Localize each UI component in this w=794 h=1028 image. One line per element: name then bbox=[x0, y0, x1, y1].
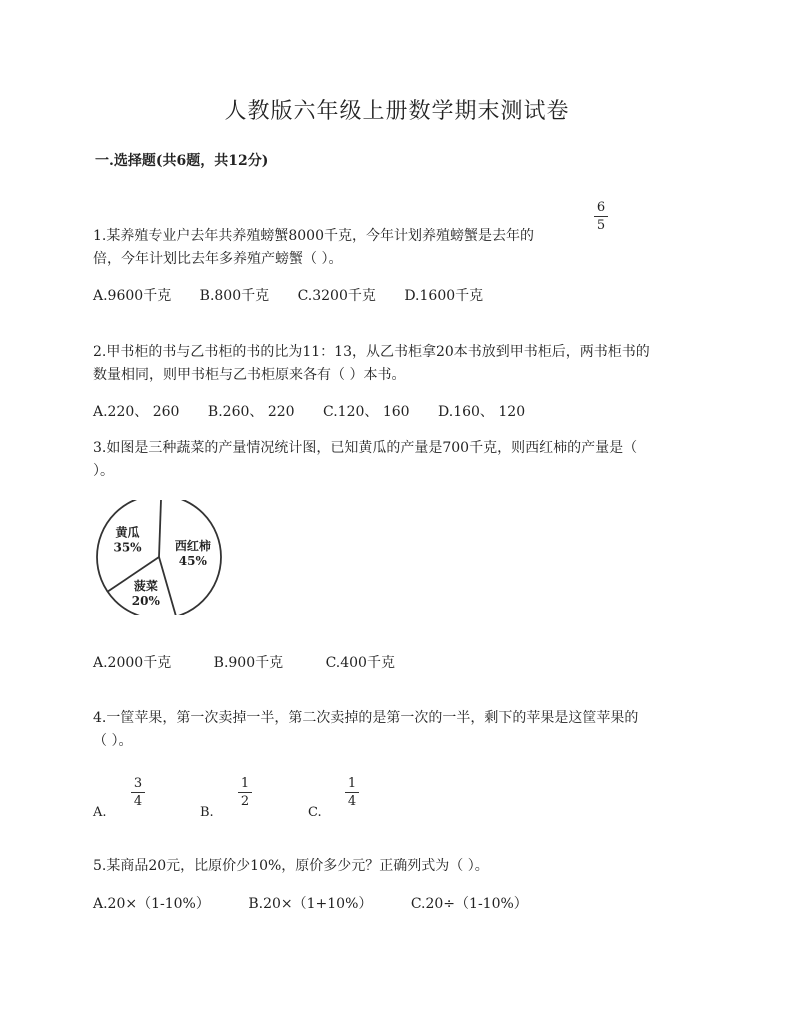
q1-option-c[interactable]: C.3200千克 bbox=[297, 288, 376, 304]
q1-text-line1: 1.某养殖专业户去年共养殖螃蟹8000千克，今年计划养殖螃蟹是去年的 bbox=[93, 228, 534, 244]
q1-option-d[interactable]: D.1600千克 bbox=[404, 288, 484, 304]
q4-option-a[interactable]: A. bbox=[93, 805, 107, 820]
q4-option-b-fraction bbox=[238, 776, 252, 809]
pie-value-2: 20% bbox=[131, 594, 160, 609]
q3-option-a[interactable]: A.2000千克 bbox=[93, 655, 172, 671]
q4-b-denominator: 2 bbox=[240, 794, 250, 809]
q3-options bbox=[93, 651, 419, 675]
vegetable-pie-chart bbox=[95, 500, 225, 615]
pie-value-1: 45% bbox=[178, 553, 207, 568]
q4-text-line1: 4.一筐苹果，第一次卖掉一半，第二次卖掉的是第一次的一半，剩下的苹果是这筐苹果的 bbox=[93, 710, 639, 726]
q4-option-c[interactable]: C. bbox=[308, 805, 322, 820]
q1-fraction bbox=[594, 200, 608, 233]
q2-option-a[interactable]: A.220、 260 bbox=[93, 404, 180, 420]
q3-option-b[interactable]: B.900千克 bbox=[213, 655, 284, 671]
q2-option-b[interactable]: B.260、 220 bbox=[207, 404, 295, 420]
page-title: 人教版六年级上册数学期末测试卷 bbox=[224, 99, 570, 124]
q4-b-numerator: 1 bbox=[240, 776, 250, 791]
pie-label-0: 黄瓜 bbox=[115, 525, 140, 540]
q1-text-line2: 倍，今年计划比去年多养殖产螃蟹（ ）。 bbox=[93, 251, 343, 267]
pie-value-0: 35% bbox=[113, 540, 142, 555]
pie-label-2: 菠菜 bbox=[133, 579, 158, 594]
q1-option-b[interactable]: B.800千克 bbox=[199, 288, 270, 304]
q5-option-a[interactable]: A.20×（1-10%） bbox=[93, 896, 210, 912]
q5-options bbox=[93, 892, 552, 916]
q4-a-numerator: 3 bbox=[133, 776, 143, 791]
q5-option-c[interactable]: C.20÷（1-10%） bbox=[410, 896, 528, 912]
q1-option-a[interactable]: A.9600千克 bbox=[93, 288, 172, 304]
q2-option-c[interactable]: C.120、 160 bbox=[323, 404, 410, 420]
q3-text-line2: ）。 bbox=[93, 463, 114, 479]
section-heading: 一.选择题(共6题，共12分) bbox=[95, 153, 269, 169]
q1-options bbox=[93, 284, 507, 308]
q2-text-line1: 2.甲书柜的书与乙书柜的书的比为11：13，从乙书柜拿20本书放到甲书柜后，两书柜书的 bbox=[93, 344, 650, 360]
q5-text-line1: 5.某商品20元，比原价少10%，原价多少元？正确列式为（ ）。 bbox=[93, 858, 489, 874]
pie-label-1: 西红柿 bbox=[174, 538, 211, 553]
q2-options bbox=[93, 400, 549, 424]
q1-fraction-numerator: 6 bbox=[596, 200, 606, 215]
q2-text-line2: 数量相同，则甲书柜与乙书柜原来各有（ ）本书。 bbox=[93, 367, 406, 383]
q4-option-a-fraction bbox=[131, 776, 145, 809]
q4-option-b[interactable]: B. bbox=[200, 805, 214, 820]
q5-option-b[interactable]: B.20×（1+10%） bbox=[248, 896, 373, 912]
q1-fraction-denominator: 5 bbox=[596, 218, 606, 233]
q4-text-line2: （ ）。 bbox=[93, 733, 133, 749]
q3-text-line1: 3.如图是三种蔬菜的产量情况统计图，已知黄瓜的产量是700千克，则西红柿的产量是（ bbox=[93, 440, 638, 456]
q4-a-denominator: 4 bbox=[133, 794, 143, 809]
q2-option-d[interactable]: D.160、 120 bbox=[438, 404, 526, 420]
q4-c-denominator: 4 bbox=[347, 794, 357, 809]
q4-c-numerator: 1 bbox=[347, 776, 357, 791]
q4-option-c-fraction bbox=[345, 776, 359, 809]
q3-option-c[interactable]: C.400千克 bbox=[325, 655, 395, 671]
